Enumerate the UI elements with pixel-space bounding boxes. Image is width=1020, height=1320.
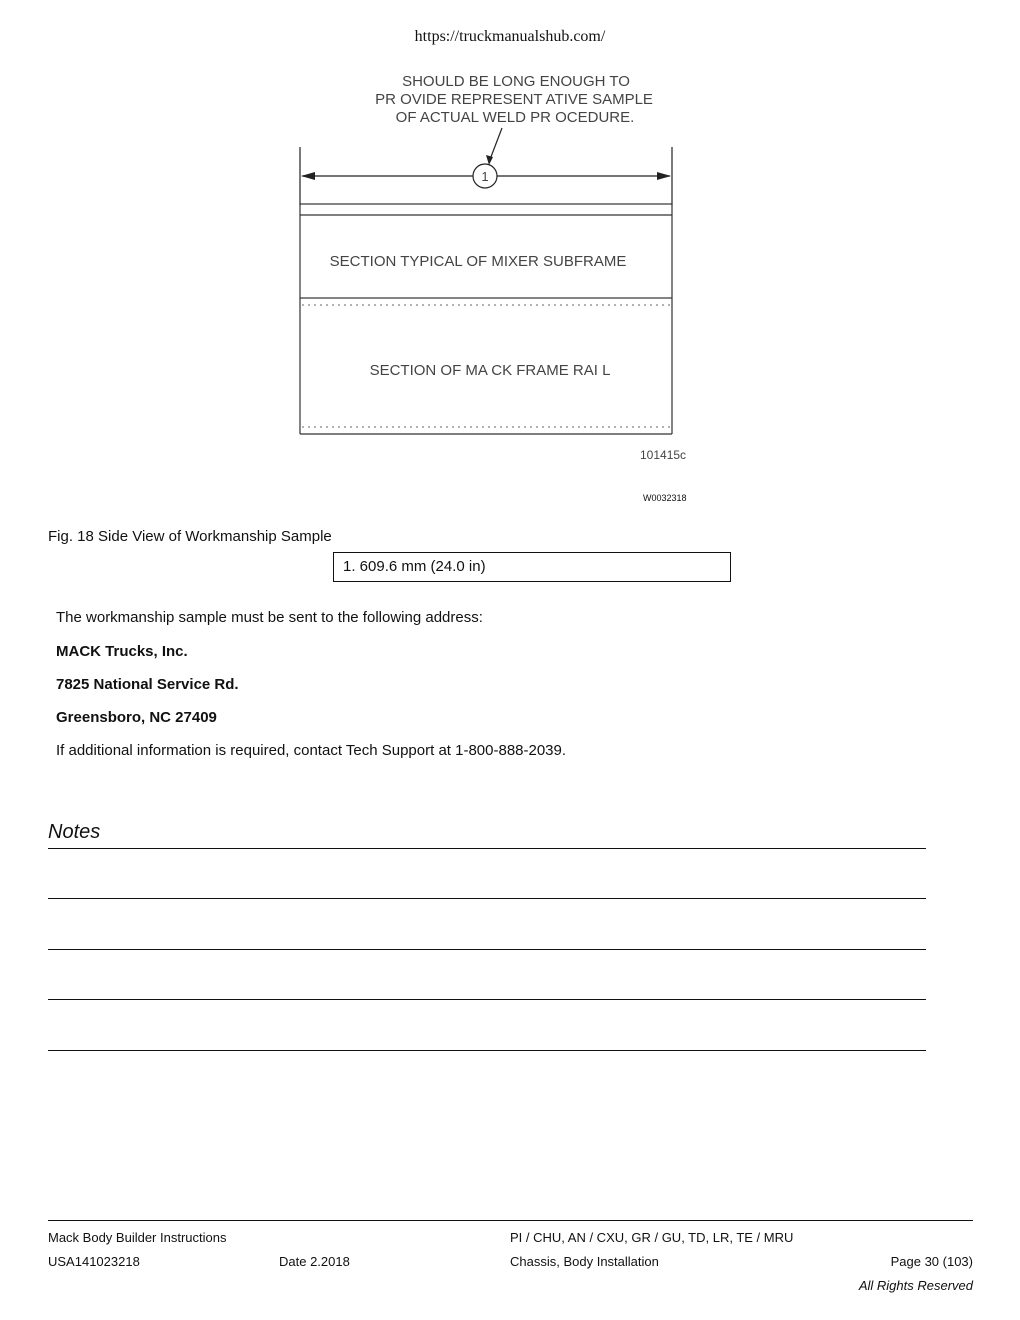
- callout-leader-arrowhead: [486, 155, 493, 165]
- notes-line: [48, 898, 926, 899]
- figure-code: W0032318: [643, 493, 687, 503]
- footer-rights: All Rights Reserved: [858, 1278, 973, 1293]
- address-street: 7825 National Service Rd.: [56, 676, 239, 693]
- dimension-arrow-left: [301, 172, 315, 180]
- footer-doc-number: USA141023218: [48, 1254, 140, 1269]
- figure-legend: 1. 609.6 mm (24.0 in): [333, 552, 731, 582]
- callout-number: 1: [481, 169, 489, 184]
- footer-divider: [48, 1220, 973, 1221]
- address-city: Greensboro, NC 27409: [56, 709, 217, 726]
- address-company: MACK Trucks, Inc.: [56, 643, 188, 660]
- footer-models: PI / CHU, AN / CXU, GR / GU, TD, LR, TE / MRU: [510, 1230, 794, 1245]
- contact-info: If additional information is required, contact Tech Support at 1-800-888-2039.: [56, 742, 567, 759]
- notes-line: [48, 1050, 926, 1051]
- image-code: 101415c: [640, 448, 687, 462]
- footer-doc-title: Mack Body Builder Instructions: [48, 1230, 227, 1245]
- subframe-section: [300, 204, 672, 298]
- source-url: https://truckmanualshub.com/: [414, 28, 606, 45]
- workmanship-sample-diagram: [0, 0, 1020, 520]
- notes-heading: Notes: [48, 821, 101, 843]
- callout-line-2: PR OVIDE REPRESENT ATIVE SAMPLE: [375, 91, 653, 108]
- footer-date: Date 2.2018: [279, 1254, 350, 1269]
- notes-line: [48, 949, 926, 950]
- dimension-arrow-right: [657, 172, 671, 180]
- callout-line-3: OF ACTUAL WELD PR OCEDURE.: [395, 109, 635, 126]
- callout-line-1: SHOULD BE LONG ENOUGH TO: [402, 73, 630, 90]
- figure-caption: Fig. 18 Side View of Workmanship Sample: [48, 528, 332, 545]
- footer-section: Chassis, Body Installation: [510, 1254, 659, 1269]
- address-intro: The workmanship sample must be sent to the following address:: [56, 609, 483, 626]
- subframe-label: SECTION TYPICAL OF MIXER SUBFRAME: [329, 253, 627, 270]
- footer-page-number: Page 30 (103): [890, 1254, 973, 1269]
- frame-rail-label: SECTION OF MA CK FRAME RAI L: [369, 362, 611, 379]
- notes-line: [48, 999, 926, 1000]
- notes-line: [48, 848, 926, 849]
